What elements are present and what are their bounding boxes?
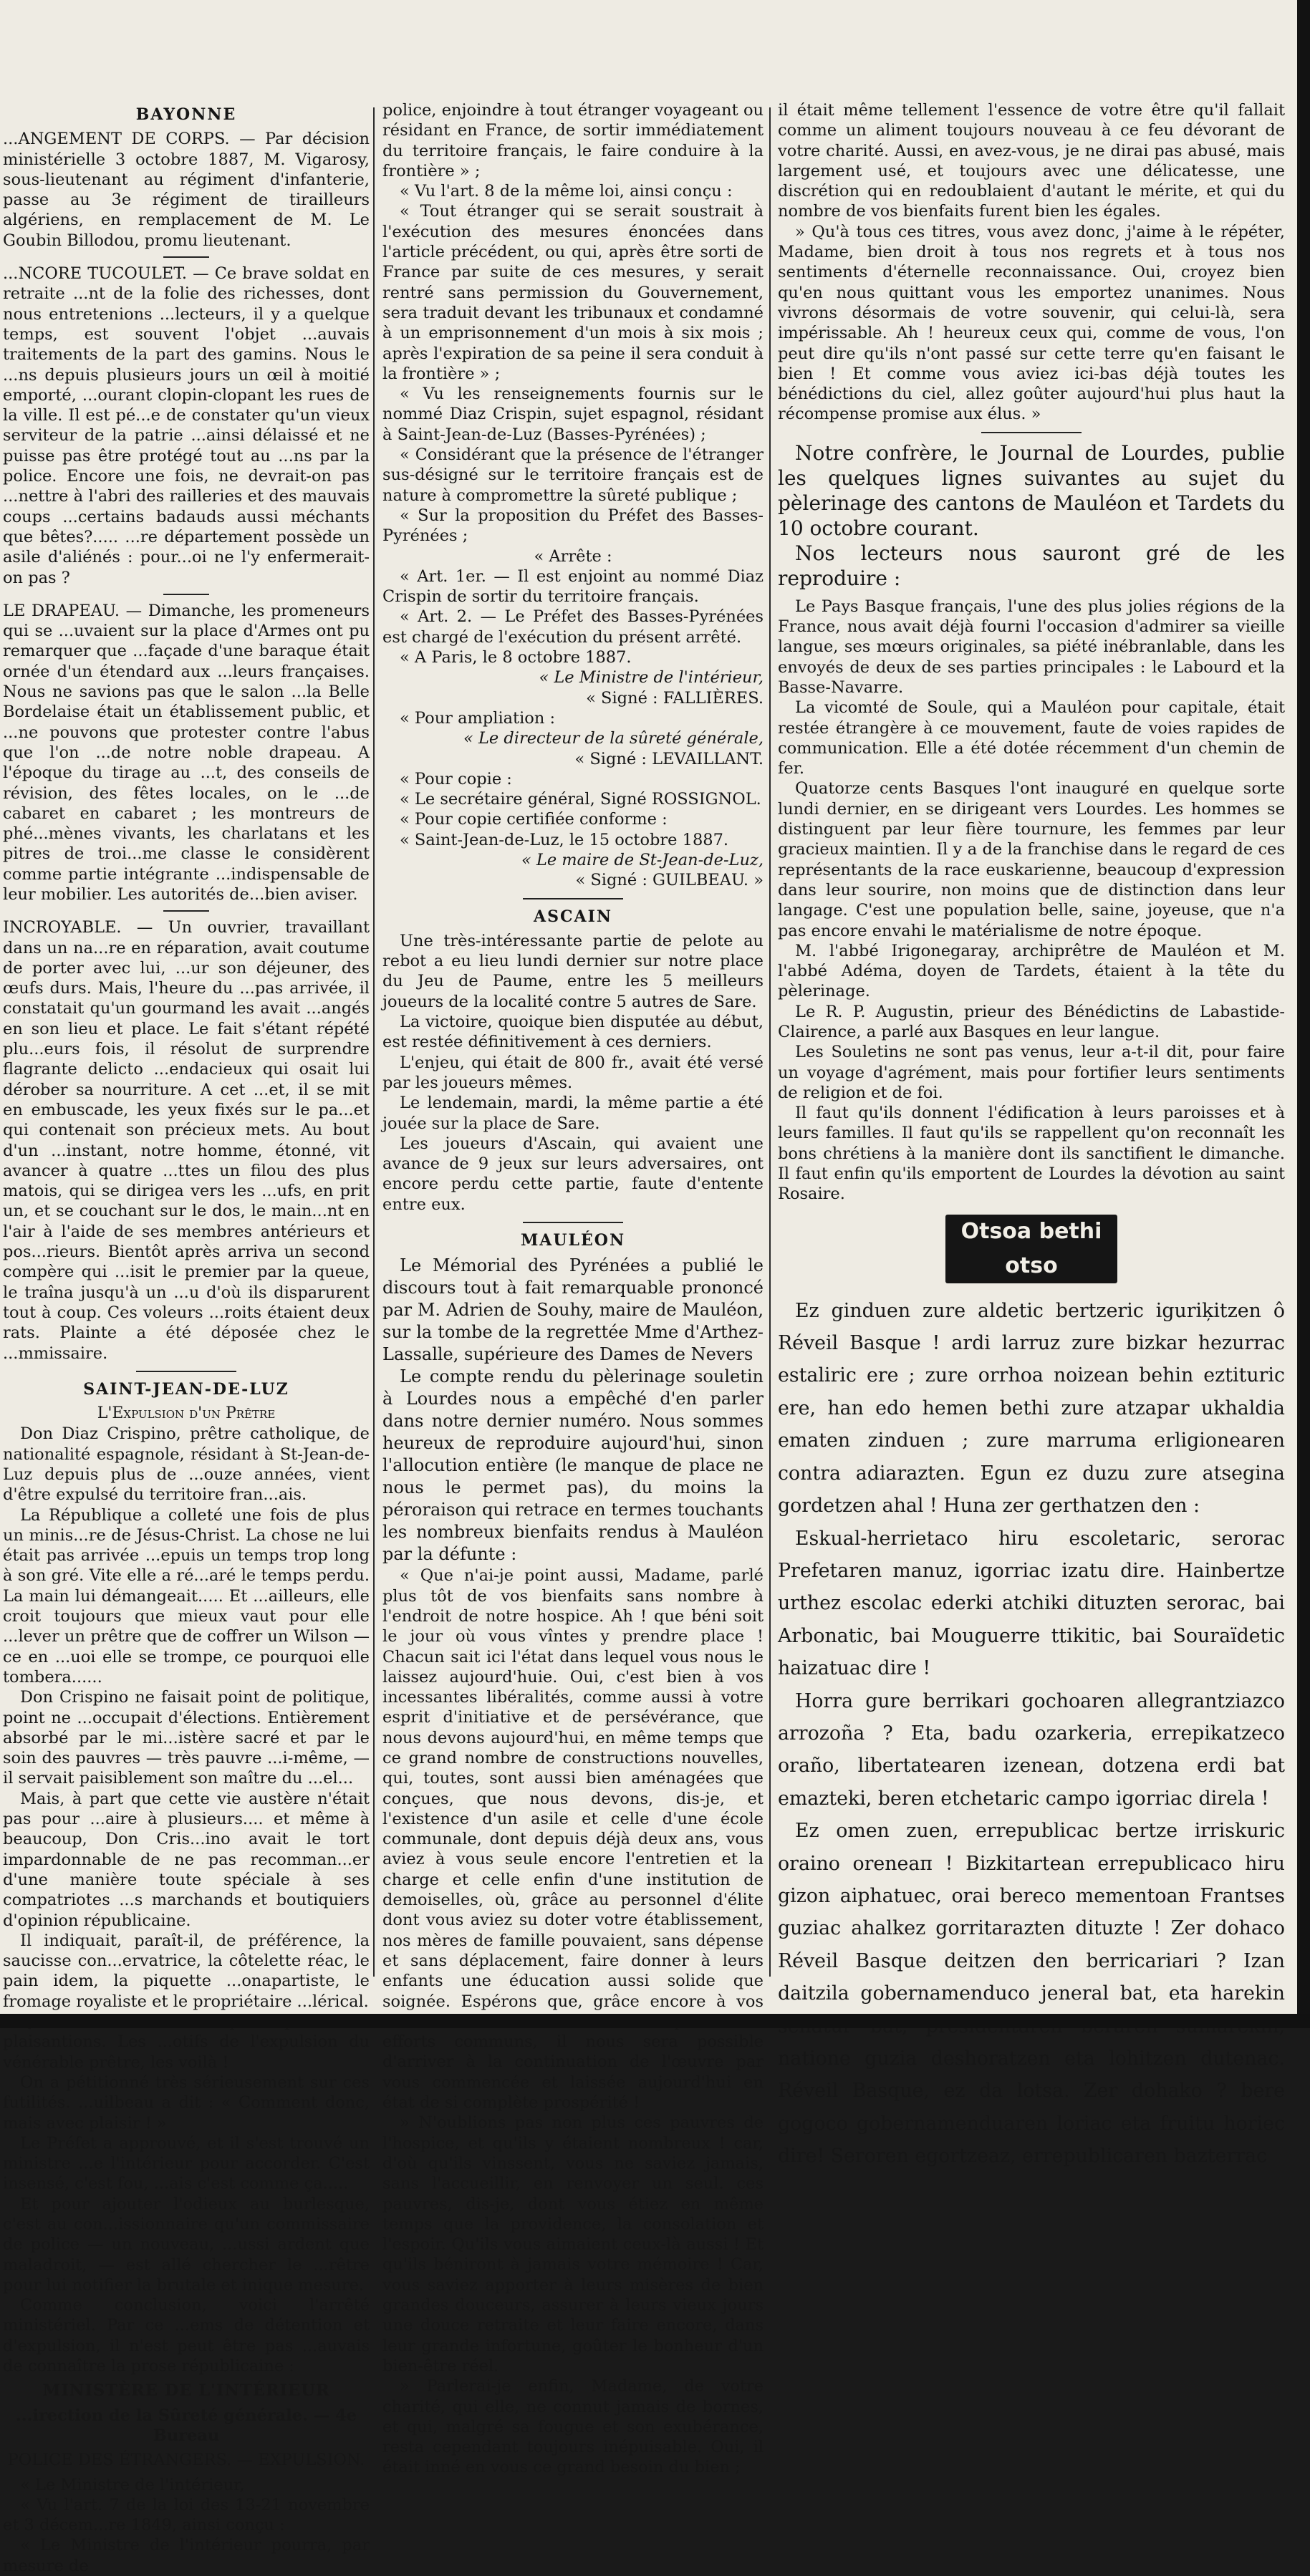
decree-line: « Arrête : — [534, 546, 612, 566]
article-subheading: L'Expulsion d'un Prêtre — [97, 1404, 276, 1423]
separator — [981, 432, 1082, 433]
article-paragraph: il était même tellement l'essence de votre être qu'il fallait comme un aliment toujours nouveau à ce feu dévorant de votre charité. Aussi, en avez-vous, je ne dirai pas abusé, mais largement usé, et toujours avec une délicatesse, une discrétion qui en redoublaient d'autant le mérite, et qui du nombre de vos bienfaits furent bien les égales. — [778, 101, 1285, 221]
article-paragraph: ...ANGEMENT DE CORPS. — Par décision ministérielle 3 octobre 1887, M. Vigarosy, sous-lieutenant au régiment d'infanterie, passe au 3e régiment de tirailleurs algériens, en remplacement de M. Le Goubin Billodou, promu lieutenant. — [3, 130, 370, 250]
article-paragraph: ...NCORE TUCOULET. — Ce brave soldat en retraite ...nt de la folie des richesses, dont nous entretenions ...lecteurs, il y a quelque temps, est souvent l'objet ...auvais traitements de la part des gamins. Nous le ...ns depuis plusieurs jours un œil à moitié emporté, ...ourant clopin-clopant les rues de la ville. Il est pé...e de constater qu'un vieux serviteur de la patrie ...ainsi délaissé et ne puisse pas être protégé tout au ...ns par la police. Encore une fois, ne devrait-on pas ...nettre à l'abri des railleries et des mauvais coups ...certains badauds aussi méchants que bêtes?..... ...re département possède un asile d'aliénés : pour...oi ne l'y enfermerait-on pas ? — [3, 264, 370, 587]
decree-line: police, enjoindre à tout étranger voyageant ou résidant en France, de sortir immédiatement du territoire français, le faire conduire à la frontière » ; — [382, 101, 764, 180]
article-paragraph: Une très-intéressante partie de pelote au rebot a eu lieu lundi dernier sur notre place du Jeu de Paume, entre les 5 meilleurs joueurs de la localité contre 5 autres de Sare. — [382, 931, 764, 1011]
decree-line: « A Paris, le 8 octobre 1887. — [400, 648, 632, 667]
article-paragraph: » Qu'à tous ces titres, vous avez donc, j'aime à le répéter, Madame, bien droit à tous nos regrets et à tous nos sentiments d'éternelle reconnaissance. Oui, croyez bien qu'en nous quittant vous les emportez unanimes. Nous vivrons désormais de votre souvenir, qui celui-là, sera impérissable. Ah ! heureux ceux qui, comme de vous, l'on peut dire qu'ils n'ont passé sur cette terre qu'en faisant le bien ! Et comme vous aviez ici-bas déjà toutes les bénédictions du ciel, allez goûter aujourd'hui plus haut la récompense promise aux élus. » — [778, 222, 1285, 424]
decree-line: « Vu l'art. 8 de la même loi, ainsi conçu : — [400, 182, 733, 201]
article-paragraph: Mais, à part que cette vie austère n'était pas pour ...aire à plusieurs.... et même à beaucoup, Don Cris...ino avait le tort impardonnable de ne pas recomman...er d'une manière toute spéciale à ses compatriotes ...s marchands et boutiquiers d'opinion républicaine. — [3, 1789, 370, 1930]
basque-paragraph: Ez ginduen zure aldetic bertzeric iguriķitzen ô Réveil Basque ! ardi larruz zure bizkar hezurrac estaliric ere ; zure orrhoa noizean behin eztituric ere, han edo hemen bethi zure atzapar ukhaldia ematen zinduen ; zure marruma erligionearen contra adiarazten. Egun ez duzu zure atsegina gordetzen ahal ! Huna zer gerthatzen den : — [778, 1299, 1285, 1518]
column-rule — [769, 107, 771, 1977]
separator — [136, 1371, 236, 1372]
article-paragraph: » Parlerai-je enfin, Madame, de votre charité, qui elle, ne connut jamais de bornes, et qui, malgré sa fougue et son exubérance, resta cependant toujours inépuisable. Oui, il était inné en vous ce grand besoin du bien ; — [382, 2377, 764, 2477]
decree-signature: « Signé : GUILBEAU. » — [575, 871, 764, 890]
decree-signature: « Le maire de St-Jean-de-Luz, — [521, 850, 764, 869]
article-paragraph: Le Pays Basque français, l'une des plus jolies régions de la France, nous avait déjà fourni l'occasion d'admirer sa vieille langue, ses mœurs originales, sa piété inébranlable, dans les envoyés de deux de ses parties principales : le Labourd et la Basse-Navarre. — [778, 597, 1285, 697]
article-paragraph: La victoire, quoique bien disputée au début, est restée définitivement à ces derniers. — [382, 1013, 764, 1052]
bureau-heading: ...irection de la Sûreté générale. — 4e Bureau — [15, 2406, 357, 2445]
article-paragraph: Notre confrère, le Journal de Lourdes, publie les quelques lignes suivantes au sujet du pèlerinage des cantons de Mauléon et Tardets du 10 octobre courant. — [778, 440, 1285, 540]
article-paragraph: Il indiquait, paraît-il, de préférence, la saucisse con...ervatrice, la côtelette réac, le pain idem, la piquette ...onapartiste, le fromage royaliste et le propriétaire ...lérical. — [3, 1931, 370, 2011]
separator — [523, 898, 623, 899]
decree-line: « Pour ampliation : — [400, 708, 556, 728]
decree-line: « Vu les renseignements fournis sur le nommé Diaz Crispin, sujet espagnol, résidant à Saint-Jean-de-Luz (Basses-Pyrénées) ; — [382, 385, 764, 444]
separator — [163, 594, 209, 595]
basque-article-title: Otsoa bethi otso — [945, 1215, 1117, 1283]
article-paragraph: Le compte rendu du pèlerinage souletin à Lourdes nous a empêché d'en parler dans notre dernier numéro. Nous sommes heureux de reproduire aujourd'hui, sinon l'allocution entière (le manque de place ne nous le permet pas), du moins la péroraison qui retrace en termes touchants les nombreux bienfaits rendus à Mauléon par la défunte : — [382, 1366, 764, 1565]
column-rule — [373, 107, 375, 1977]
decree-line: « Considérant que la présence de l'étranger sus-désigné sur le territoire français est de nature à compromettre la sûreté publique ; — [382, 445, 764, 505]
article-paragraph: « Que n'ai-je point aussi, Madame, parlé plus tôt de vos bienfaits sans nombre à l'endroit de notre hospice. Ah ! que béni soit le jour où vous vîntes y prendre place ! Chacun sait ici l'état dans lequel vous nous le laissez aujourd'huie. Oui, c'est bien à vos incessantes libéralités, comme aussi à votre esprit d'initiative et de persévérance, que nous devons aujourd'hui, en même temps que ce grand nombre de constructions nouvelles, qui, toutes, sont aussi bien aménagées que conçues, que nous devons, dis-je, et l'existence d'un asile et celle d'une école communale, dont depuis déjà deux ans, vous aviez à vous seule encore l'entretien et la charge et celle enfin d'une institution de demoiselles, où, grâce au personnel d'élite dont vous aviez su doter votre établissement, nos mères de famille pouvaient, sans dépense et sans déplacement, faire donner à leurs enfants une éducation aussi solide que soignée. Espérons que, grâce encore à vos efforts communs, il nous sera possible d'arriver à la continuation de l'œuvre par vous commencée et laissée aujourd'hui en état de si complète prospérité ! — [382, 1566, 764, 2113]
article-paragraph: Le lendemain, mardi, la même partie a été jouée sur la place de Sare. — [382, 1094, 764, 1133]
section-heading-mauleon: MAULÉON — [520, 1231, 626, 1250]
article-paragraph: M. l'abbé Irigonegaray, archiprêtre de Mauléon et M. l'abbé Adéma, doyen de Tardets, étaient à la tête du pèlerinage. — [778, 941, 1285, 1001]
decree-line: « Art. 1er. — Il est enjoint au nommé Diaz Crispin de sortir du territoire français. — [382, 566, 764, 607]
article-paragraph: Le Préfet a approuvé, et il s'est trouvé un ministre ...e l'intérieur pour accorder. C'est insensé, c'est fou, ...ais c'est comme ça..... — [3, 2133, 370, 2194]
decree-line: « Pour copie certifiée conforme : — [400, 810, 668, 829]
decree-signature: « Signé : LEVAILLANT. — [574, 749, 764, 768]
article-paragraph: Don Crispino ne faisait point de politique, point ne ...occupait d'élections. Entièrement absorbé par le mi...istère sacré et par le soin des pauvres — très pauvre ...i-même, — il servait paisiblement son maître du ...el... — [3, 1688, 370, 1788]
article-paragraph: L'enjeu, qui était de 800 fr., avait été versé par les joueurs mêmes. — [382, 1053, 764, 1092]
decree-signature: « Le directeur de la sûreté générale, — [463, 729, 764, 748]
article-paragraph: Quatorze cents Basques l'ont inauguré en quelque sorte lundi dernier, en se dirigeant vers Lourdes. Les hommes se distinguent par leur fière tournure, les femmes par leur gracieux maintien. Il y a de la franchise dans le regard de ces représentants de la race euskarienne, beaucoup d'expression dans leur sourire, non moins que de distinction dans leur langage. C'est une population belle, saine, joyeuse, que n'a pas encore envahi le matérialisme de notre époque. — [778, 779, 1285, 940]
article-paragraph: Comme conclusion, voici l'arrêté ministériel. Par ce ...ems de détention et d'expulsion, il n'est peut être pas ...auvais de connaître la prose républicaine : — [3, 2296, 370, 2376]
column-middle — [382, 100, 764, 2477]
article-paragraph: LE DRAPEAU. — Dimanche, les promeneurs qui se ...uvaient sur la place d'Armes ont pu remarquer que ...façade d'une baraque était ornée d'un étendard aux ...leurs françaises. Nous ne savions pas que le salon ...la Belle Bordelaise était un établissement public, et ...ne pouvons que protester contre l'abus que l'on ...de notre noble drapeau. A l'époque du tirage au ...t, des conseils de révision, des fêtes locales, on le ...de cabaret en cabaret ; les montreurs de phé...mènes vivants, les charlatans et les pitres de troi...me classe le considèrent comme partie intégrante ...indispensable de leur mobilier. Les autorités de...bien aviser. — [3, 601, 370, 904]
article-paragraph: Les joueurs d'Ascain, qui avaient une avance de 9 jeux sur leurs adversaires, ont encore perdu cette partie, faute d'entente entre eux. — [382, 1134, 764, 1214]
article-paragraph: INCROYABLE. — Un ouvrier, travaillant dans un na...re en réparation, avait coutume de porter avec lui, ...ur son déjeuner, des œufs durs. Mais, l'heure du ...pas arrivée, il constatait qu'un gourmand les avait ...angés en son lieu et place. Le fait s'étant répété plu...eurs fois, il résolut de surprendre flagrante delicto ...endacieux qui osait lui dérober sa nourriture. A cet ...et, il se mit en embuscade, les yeux fixés sur le pa...et qui contenait son précieux mets. Au bout d'un ...instant, notre homme, étonné, vit avancer à quatre ...ttes un filou des plus matois, qui se dirigea vers les ...ufs, en prit un, et se couchant sur le dos, le main...nt en l'air à l'aide de ses membres antérieurs et pos...rieurs. Bientôt après arriva un second compère qui ...isit le premier par la queue, le traîna jusqu'à un ...u d'où ils disparurent tout à coup. Ces voleurs ...roits étaient deux rats. Plainte a été déposée chez le ...mmissaire. — [3, 918, 370, 1363]
decree-signature: « Le Ministre de l'intérieur, — [539, 668, 764, 688]
article-paragraph: La République a colleté une fois de plus un minis...re de Jésus-Christ. La chose ne lui était pas arrivée ...epuis un temps trop long à son gré. Vite elle a ré...aré le temps perdu. La main lui démangeait..... Et ...ailleurs, elle croit toujours que mieux vaut pour elle ...lever un prêtre que de coffrer un Wilson — ce en ...uoi elle se trompe, ce pourquoi elle tombera...... — [3, 1505, 370, 1687]
decree-line: « Le Ministre de l'intérieur, — [20, 2475, 245, 2494]
police-heading: POLICE DES ÉTRANGERS. — EXPULSION. — [7, 2451, 365, 2470]
column-left — [3, 100, 370, 2575]
decree-line: « Art. 2. — Le Préfet des Basses-Pyrénées est chargé de l'exécution du présent arrêté. — [382, 607, 764, 647]
article-paragraph: Il faut qu'ils donnent l'édification à leurs paroisses et à leurs familles. Il faut qu'ils se rappellent qu'on reconnaît les bons chrétiens à la manière dont ils sanctifient le dimanche. Il faut enfin qu'ils emportent de Lourdes la dévotion au saint Rosaire. — [778, 1104, 1285, 1204]
separator — [163, 910, 209, 912]
separator — [523, 1222, 623, 1223]
column-right — [778, 100, 1285, 2168]
decree-signature: « Le secrétaire général, Signé ROSSIGNOL. — [400, 790, 761, 809]
article-paragraph: plaisantions. Les ...otifs de l'expulsion du vénérable prêtre, les voilà ! — [3, 2032, 370, 2072]
article-paragraph: Le Mémorial des Pyrénées a publié le discours tout à fait remarquable prononcé par M. Adrien de Souhy, maire de Mauléon, sur la tombe de la regrettée Mme d'Arthez-Lassalle, supérieure des Dames de Nevers — [382, 1255, 764, 1365]
article-paragraph: Don Diaz Crispino, prêtre catholique, de nationalité espagnole, résidant à St-Jean-de-Luz depuis plus de ...ouze années, vient d'être expulsé du territoire fran...ais. — [3, 1424, 370, 1505]
decree-line: « Tout étranger qui se serait soustrait à l'exécution des mesures énoncées dans l'article précédent, ou qui, après être sorti de France par suite de ces mesures, y serait rentré sans permission du Gouvernement, sera traduit devant les tribunaux et condamné à un emprisonnement d'un mois à six mois ; après l'expiration de sa peine il sera conduit à la frontière » ; — [382, 202, 764, 383]
article-paragraph: On a pétitionné très sérieusement sur ces futilités. ...uilbeau a dit : « Comment donc, mais avec plaisir ! » — [3, 2073, 370, 2133]
decree-line: « Sur la proposition du Préfet des Basses-Pyrénées ; — [382, 506, 764, 546]
article-paragraph: Le R. P. Augustin, prieur des Bénédictins de Labastide-Clairence, a parlé aux Basques en leur langue. — [778, 1002, 1285, 1041]
article-paragraph: Et pour ajouter l'odieux au burlesque, c'est au con...issionnaire qu'un commissaire de police — un nouveau, ...ussi ardent que maladroit, — est allé chercher le ...rêtre pour lui notifier la brutale et inique mesure. — [3, 2194, 370, 2295]
decree-line: « Pour copie : — [400, 769, 512, 788]
ministry-heading: MINISTÈRE DE L'INTÉRIEUR — [42, 2381, 330, 2401]
scan-edge — [0, 2014, 1310, 2028]
scan-edge — [1297, 0, 1310, 2028]
section-heading-saint-jean-de-luz: SAINT-JEAN-DE-LUZ — [83, 1379, 289, 1399]
decree-line: « Le Ministre de l'intérieur pourra, par mesure de — [3, 2536, 370, 2575]
section-heading-bayonne: BAYONNE — [135, 105, 237, 124]
separator — [163, 256, 209, 258]
decree-line: « Vu l'art. 7 de la loi des 13-21 novembre et 3 décem...re 1849, ainsi conçu : — [3, 2495, 370, 2535]
basque-paragraph: Horra gure berrikari gochoaren allegrantziazco arrozoña ? Eta, badu ozarkeria, errepikatzeco oraño, libertatearen izenean, dotzena erdi bat emazteki, beren etchetaric campo igorriac direla ! — [778, 1689, 1285, 1810]
article-paragraph: » N'oublions pas non plus ces pauvres de l'hospice, et qu'ils y étaient nombreux ! car, d'où qu'ils vinssent, vous ne saviez jamais, sans l'accueillir, en renvoyer un seul. ces pauvres, dis-je, dont vous étiez en même temps que la providence, la consolation et l'espoir. Qu'ils vous aimaient ceux-là aussi ! Et qu'ils béniront à jamais votre mémoire ! Car, vous saviez apporter à leurs misères de bien grandes douceurs, assurer à leurs vieux jours une douce retraite et leur faire encore, dans leur grande infortune, goûter le bonheur d'un bien-être réel. — [382, 2113, 764, 2375]
basque-paragraph: Eskual-herrietaco hiru escoletaric, serorac Prefetaren manuz, igorriac izatu dire. Hainbertze urthez escolac ederki atchiki dituzten serorac, bai Arbonatic, bai Mouguerre ttikitic, bai Souraïdetic haizatuac dire ! — [778, 1527, 1285, 1680]
section-heading-ascain: ASCAIN — [534, 907, 612, 926]
basque-paragraph: Ez omen zuen, errepublicac bertze irriskuric oraino oreneaп ! Bizkitartean errepublicaco hiru gizon aiphatuec, orai bereco mementoan Frantses guziac ahalkez gorritarazten dituzte ! Zer dohaco Réveil Basque deitzen den berricariari ? Izan daitzila gobernamenduco jeneral bat, eta harekin natione guzia deshoratzen eta lohitzen dutenac. Réveil Basque, ez da lotsa. Zer dohako ? bere gogoco gobernamenduaren loriac eta fruitu horiec dire! Seroren egortzeaz, errepublicaren bazterrac — [778, 1820, 1285, 2168]
decree-line: « Saint-Jean-de-Luz, le 15 octobre 1887. — [400, 830, 729, 849]
article-paragraph: Nos lecteurs nous sauront gré de les reproduire : — [778, 541, 1285, 590]
decree-signature: « Signé : FALLIÈRES. — [586, 688, 764, 708]
article-paragraph: Les Souletins ne sont pas venus, leur a-t-il dit, pour faire un voyage d'agrément, mais pour fortifier leurs sentiments de religion et de foi. — [778, 1043, 1285, 1102]
article-paragraph: La vicomté de Soule, qui a Mauléon pour capitale, était restée étrangère à ce mouvement, faute de voies rapides de communication. Elle a été dotée récemment d'un chemin de fer. — [778, 698, 1285, 778]
